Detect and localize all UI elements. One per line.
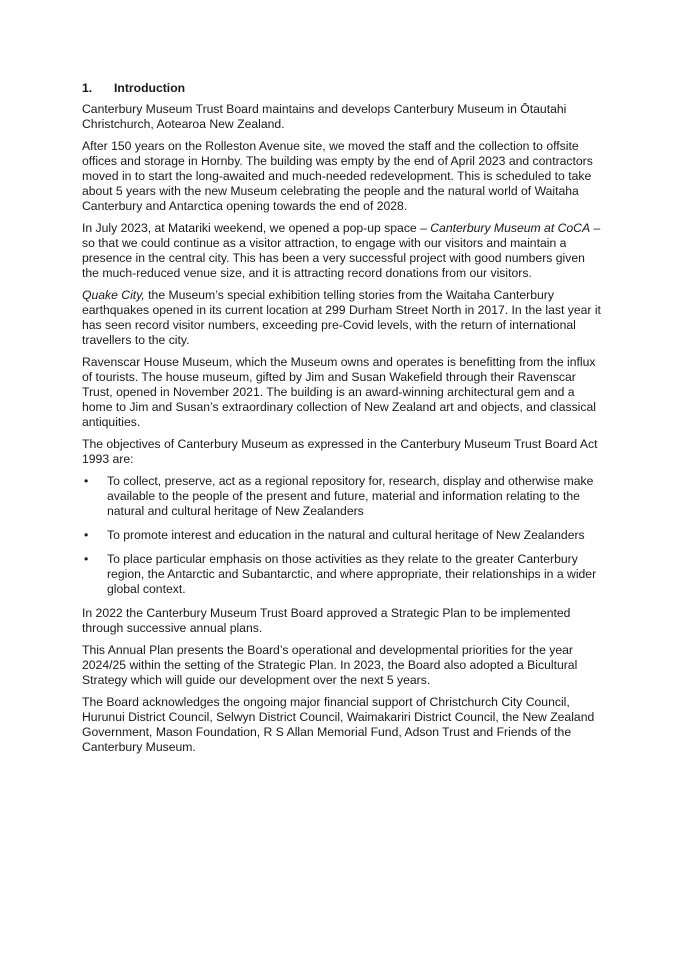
paragraph-strategic-plan: In 2022 the Canterbury Museum Trust Board approved a Strategic Plan to be implemented through successive annual plans. [82,606,571,635]
objectives-list [82,474,602,597]
paragraph-popup-venue-name: Canterbury Museum at CoCA [430,221,591,235]
paragraph-ravenscar: Ravenscar House Museum, which the Museum owns and operates is benefitting from the influx of tourists. The house museum, gifted by Jim and Susan Wakefield through their Ravenscar Trust, opened in November 2021. The building is an award-winning architectural gem and a home to Jim and Susan’s extraordinary collection of New Zealand art and objects, and classical antiquities. [82,355,596,429]
list-item-text: To collect, preserve, act as a regional repository for, research, display and otherwise make available to the people of the present and future, material and information relating to the natural and cultural heritage of New Zealanders [107,474,594,518]
list-item [82,552,602,597]
document-page [82,81,602,762]
list-item-text: To place particular emphasis on those activities as they relate to the greater Canterbury region, the Antarctic and Subantarctic, and where appropriate, their relationships in a wider global context. [107,552,597,596]
paragraph-popup-text-start: In July 2023, at Matariki weekend, we opened a pop-up space – [82,221,431,235]
paragraph-quake-city-name: Quake City, [82,288,145,302]
paragraph-objectives-intro: The objectives of Canterbury Museum as expressed in the Canterbury Museum Trust Board Act 1993 are: [82,437,598,466]
paragraph-quake-city-text: the Museum’s special exhibition telling stories from the Waitaha Canterbury earthquakes opened in its current location at 299 Durham Street North in 2017. In the last year it has seen record visitor numbers, exceeding pre-Covid levels, with the return of international travellers to the city. [82,288,601,347]
paragraph-popup-text-end: – so that we could continue as a visitor attraction, to engage with our visitors and maintain a presence in the central city. This has been a very successful project with good numbers given the much-reduced venue size, and it is attracting record donations from our visitors. [82,221,601,280]
section-title: Introduction [114,81,186,95]
bullet-icon: • [84,528,89,542]
paragraph-acknowledgements: The Board acknowledges the ongoing major financial support of Christchurch City Council, Hurunui District Council, Selwyn District Council, Waimakariri District Council, the New Zealand Government, Mason Foundation, R S Allan Memorial Fund, Adson Trust and Friends of the Canterbury Museum. [82,695,595,754]
section-number: 1. [82,81,93,95]
list-item [82,474,602,519]
bullet-icon: • [84,552,89,566]
paragraph-redevelopment: After 150 years on the Rolleston Avenue site, we moved the staff and the collection to offsite offices and storage in Hornby. The building was empty by the end of April 2023 and contractors moved in to start the long-awaited and much-needed redevelopment. This is scheduled to take about 5 years with the new Museum celebrating the people and the natural world of Waitaha Canterbury and Antarctica opening towards the end of 2028. [82,139,593,213]
paragraph-quake-city [82,288,602,348]
bullet-icon: • [84,474,89,488]
section-heading [82,81,602,96]
paragraph-intro: Canterbury Museum Trust Board maintains and develops Canterbury Museum in Ōtautahi Christchurch, Aotearoa New Zealand. [82,102,567,131]
paragraph-annual-plan: This Annual Plan presents the Board’s operational and developmental priorities for the year 2024/25 within the setting of the Strategic Plan. In 2023, the Board also adopted a Bicultural Strategy which will guide our development over the next 5 years. [82,643,578,687]
list-item-text: To promote interest and education in the natural and cultural heritage of New Zealanders [107,528,585,542]
list-item [82,528,602,543]
paragraph-popup-space [82,221,602,281]
